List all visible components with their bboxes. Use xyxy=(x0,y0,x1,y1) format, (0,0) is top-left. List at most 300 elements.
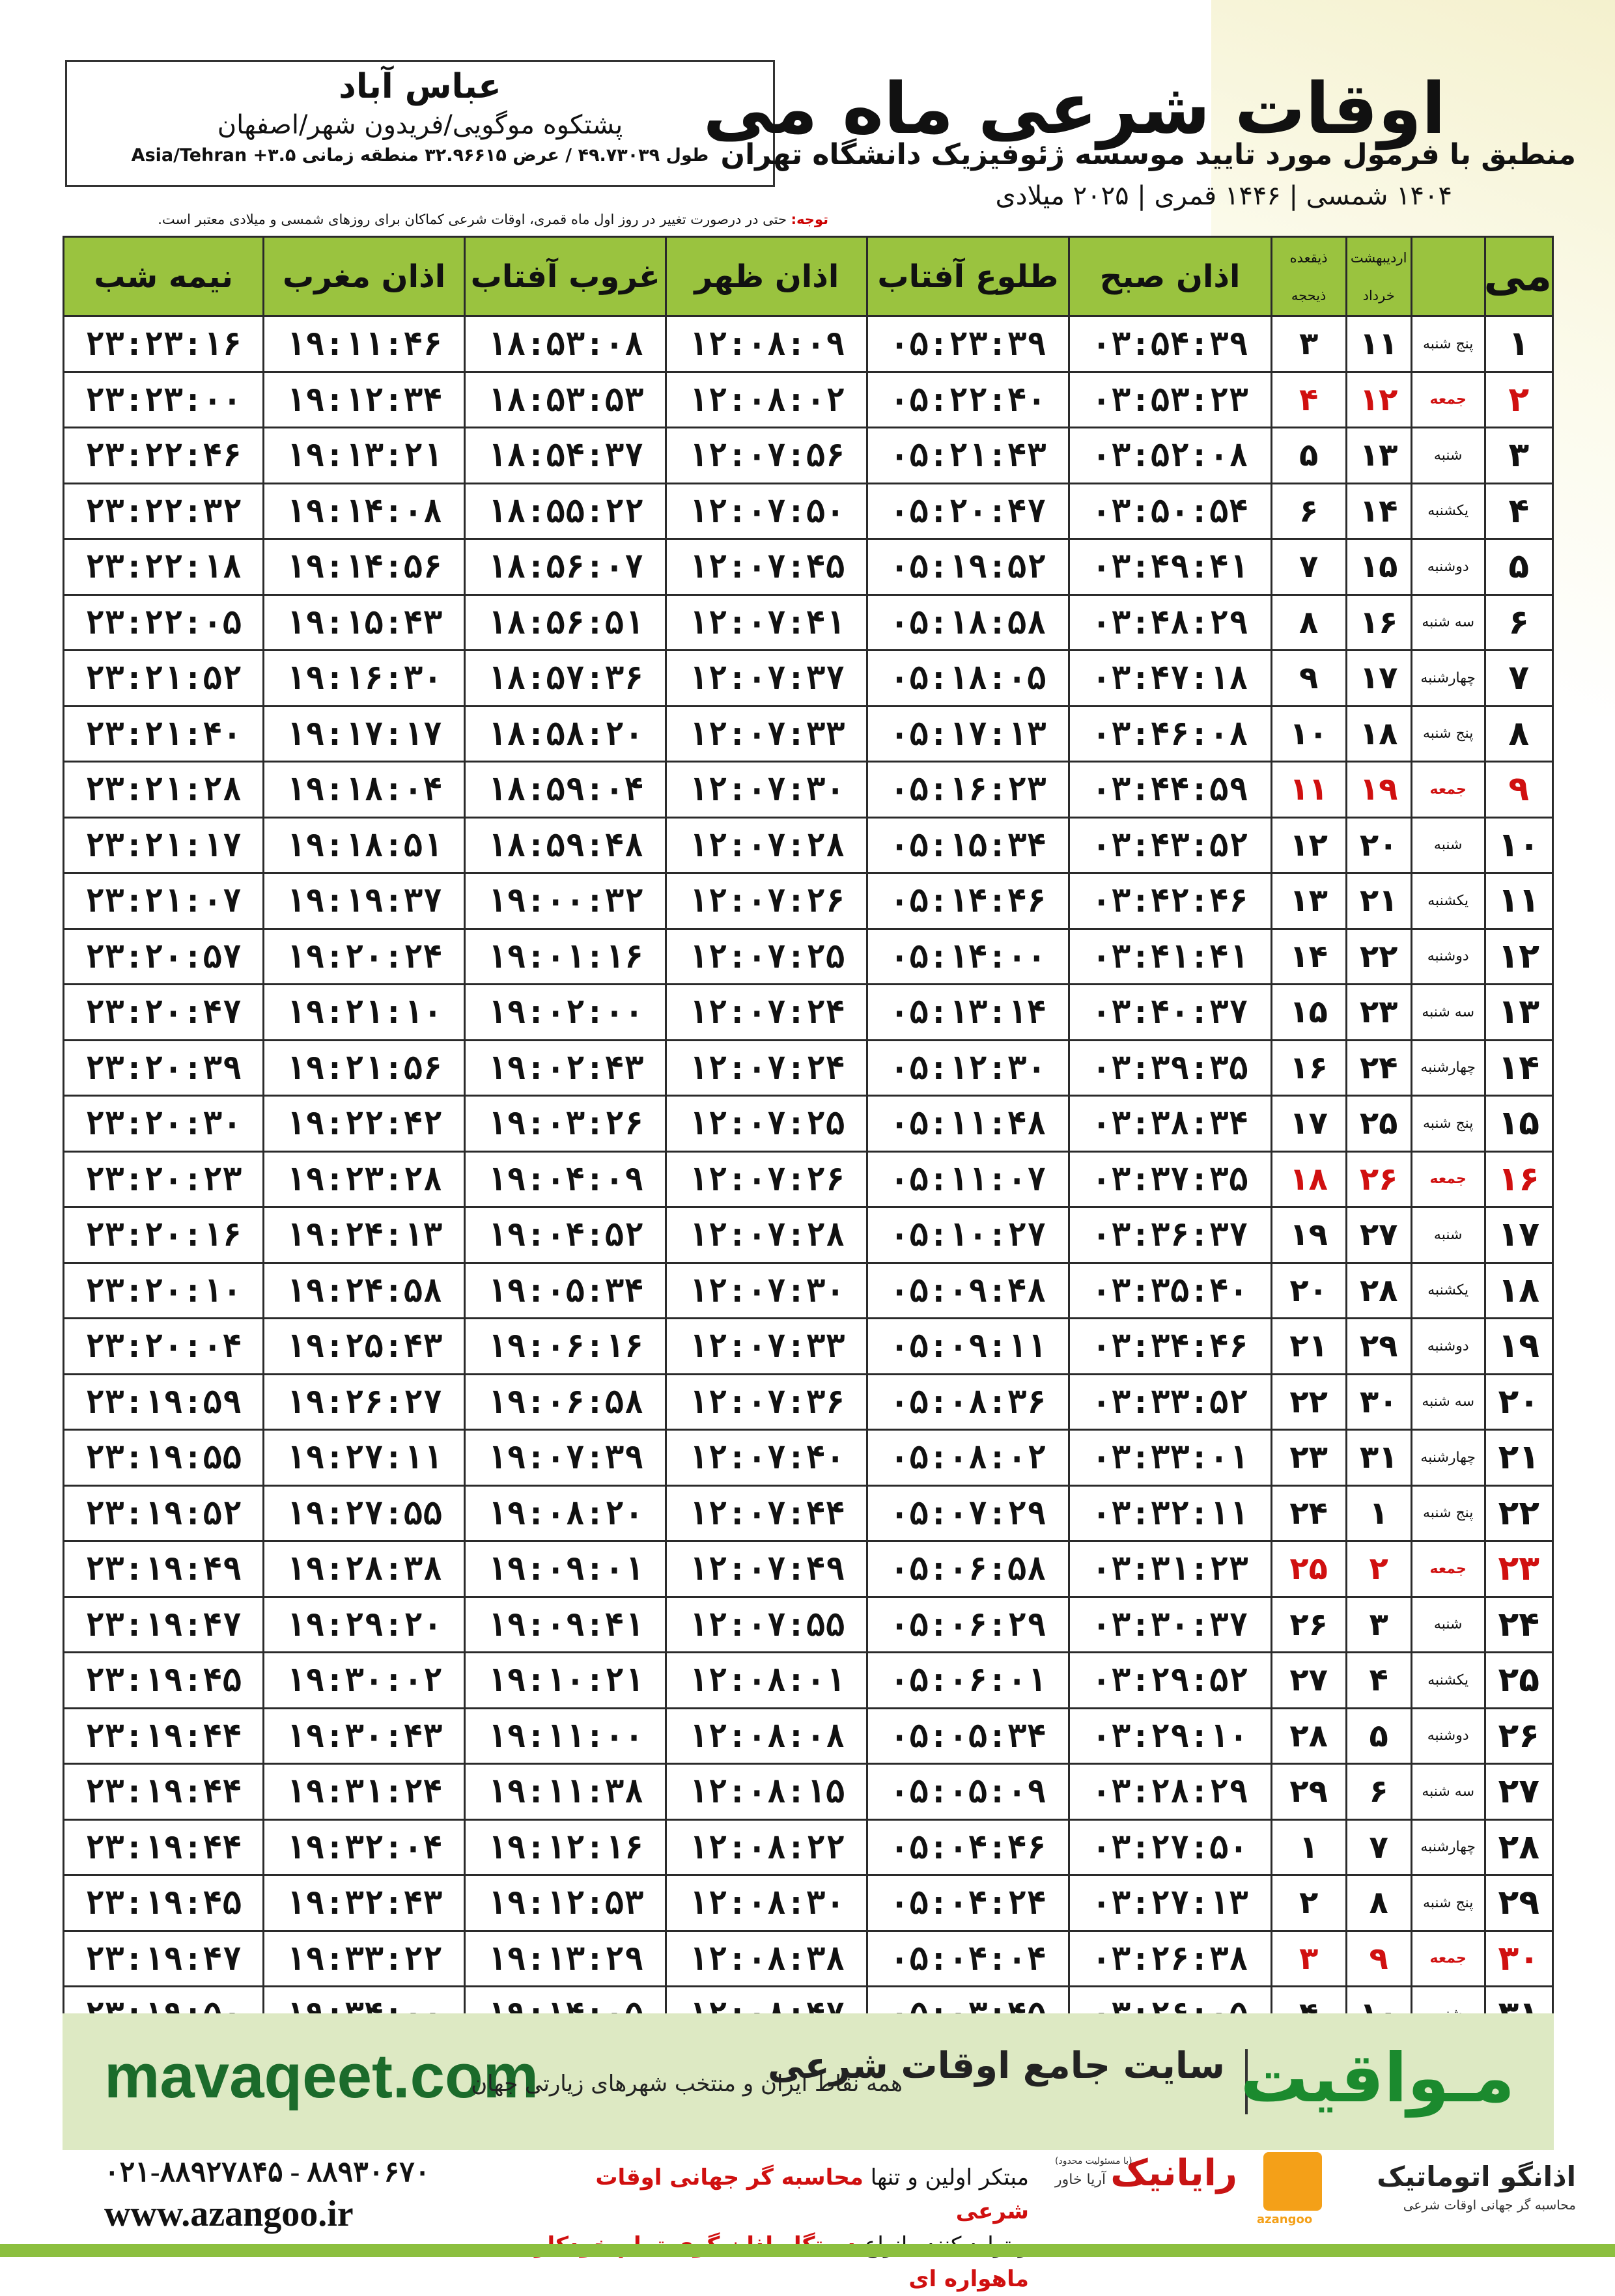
cell-zohr: ۱۲:۰۷:۳۰ xyxy=(666,762,867,818)
cell-zohr: ۱۲:۰۸:۳۸ xyxy=(666,1931,867,1987)
cell-ghurub: ۱۹:۰۲:۴۳ xyxy=(465,1040,666,1096)
cell-maghreb: ۱۹:۱۸:۰۴ xyxy=(264,762,465,818)
table-body xyxy=(64,316,1553,2043)
cell-maghreb: ۱۹:۲۱:۵۶ xyxy=(264,1040,465,1096)
cell-day: ۱۲ xyxy=(1485,929,1552,985)
cell-sobh: ۰۳:۲۷:۱۳ xyxy=(1069,1875,1271,1931)
cell-ghurub: ۱۹:۰۱:۱۶ xyxy=(465,929,666,985)
cell-sobh: ۰۳:۳۱:۲۳ xyxy=(1069,1541,1271,1597)
cell-shamsi: ۲ xyxy=(1346,1541,1411,1597)
cell-tolu: ۰۵:۰۹:۴۸ xyxy=(867,1263,1069,1319)
banner-sub: همه نقاط ایران و منتخب شهرهای زیارتی جهان xyxy=(471,2071,903,2097)
cell-zohr: ۱۲:۰۷:۴۱ xyxy=(666,595,867,651)
cell-ghurub: ۱۹:۰۴:۰۹ xyxy=(465,1151,666,1207)
cell-day: ۷ xyxy=(1485,651,1552,707)
cell-tolu: ۰۵:۰۸:۰۲ xyxy=(867,1430,1069,1486)
cell-sobh: ۰۳:۴۳:۵۲ xyxy=(1069,817,1271,873)
cell-day: ۱۷ xyxy=(1485,1207,1552,1263)
header-ordibehesht: اردیبهشت xyxy=(1350,249,1407,266)
cell-maghreb: ۱۹:۲۷:۵۵ xyxy=(264,1485,465,1541)
cell-maghreb: ۱۹:۱۷:۱۷ xyxy=(264,706,465,762)
azangoo-mark-icon xyxy=(1263,2152,1322,2211)
cell-day: ۱۸ xyxy=(1485,1263,1552,1319)
cell-shamsi: ۴ xyxy=(1346,1653,1411,1709)
footer-line-2b: ماهواره ای xyxy=(908,2266,1029,2292)
cell-tolu: ۰۵:۰۵:۳۴ xyxy=(867,1708,1069,1764)
location-name: عباس آباد xyxy=(339,67,501,106)
page-subtitle: منطبق با فرمول مورد تایید موسسه ژئوفیزیک دانشگاه تهران xyxy=(720,138,1576,171)
cell-zohr: ۱۲:۰۷:۳۶ xyxy=(666,1374,867,1430)
mavaqeet-banner xyxy=(63,2013,1554,2150)
banner-slogan: سایت جامع اوقات شرعی xyxy=(768,2045,1225,2087)
cell-maghreb: ۱۹:۱۳:۲۱ xyxy=(264,428,465,484)
cell-shamsi: ۱۳ xyxy=(1346,428,1411,484)
cell-ghamari: ۴ xyxy=(1271,372,1346,428)
cell-tolu: ۰۵:۲۲:۴۰ xyxy=(867,372,1069,428)
cell-ghamari: ۲۷ xyxy=(1271,1653,1346,1709)
cell-nimeh: ۲۳:۱۹:۴۵ xyxy=(64,1875,264,1931)
table-row xyxy=(64,1875,1553,1931)
cell-weekday: شنبه xyxy=(1411,1597,1485,1653)
cell-sobh: ۰۳:۵۲:۰۸ xyxy=(1069,428,1271,484)
footer-line-1 xyxy=(521,2161,1029,2228)
cell-sobh: ۰۳:۳۹:۳۵ xyxy=(1069,1040,1271,1096)
cell-ghurub: ۱۸:۵۵:۲۲ xyxy=(465,483,666,539)
cell-ghamari: ۲۰ xyxy=(1271,1263,1346,1319)
cell-ghurub: ۱۸:۵۹:۴۸ xyxy=(465,817,666,873)
cell-tolu: ۰۵:۱۴:۰۰ xyxy=(867,929,1069,985)
azangoo-sub: محاسبه گر جهانی اوقات شرعی xyxy=(1403,2197,1576,2213)
cell-zohr: ۱۲:۰۷:۲۴ xyxy=(666,985,867,1041)
cell-ghurub: ۱۹:۰۴:۵۲ xyxy=(465,1207,666,1263)
header-shamsi xyxy=(1346,237,1411,316)
cell-zohr: ۱۲:۰۷:۲۶ xyxy=(666,1151,867,1207)
cell-maghreb: ۱۹:۲۵:۴۳ xyxy=(264,1319,465,1375)
footer-text xyxy=(521,2161,1029,2296)
banner-url[interactable]: mavaqeet.com xyxy=(104,2041,539,2111)
cell-nimeh: ۲۳:۱۹:۴۵ xyxy=(64,1653,264,1709)
cell-day: ۲۲ xyxy=(1485,1485,1552,1541)
cell-weekday: چهارشنبه xyxy=(1411,1430,1485,1486)
cell-maghreb: ۱۹:۱۴:۵۶ xyxy=(264,539,465,595)
cell-maghreb: ۱۹:۲۹:۲۰ xyxy=(264,1597,465,1653)
cell-nimeh: ۲۳:۲۰:۲۳ xyxy=(64,1151,264,1207)
table-row xyxy=(64,1764,1553,1820)
cell-ghamari: ۱۸ xyxy=(1271,1151,1346,1207)
cell-sobh: ۰۳:۳۳:۰۱ xyxy=(1069,1430,1271,1486)
cell-tolu: ۰۵:۰۴:۴۶ xyxy=(867,1819,1069,1875)
cell-tolu: ۰۵:۰۵:۰۹ xyxy=(867,1764,1069,1820)
cell-ghurub: ۱۹:۰۸:۲۰ xyxy=(465,1485,666,1541)
cell-tolu: ۰۵:۱۸:۰۵ xyxy=(867,651,1069,707)
cell-ghamari: ۱۰ xyxy=(1271,706,1346,762)
cell-sobh: ۰۳:۲۶:۳۸ xyxy=(1069,1931,1271,1987)
cell-zohr: ۱۲:۰۷:۴۴ xyxy=(666,1485,867,1541)
cell-tolu: ۰۵:۲۱:۴۳ xyxy=(867,428,1069,484)
cell-tolu: ۰۵:۰۶:۵۸ xyxy=(867,1541,1069,1597)
footer-website[interactable]: www.azangoo.ir xyxy=(104,2194,354,2234)
table-row xyxy=(64,762,1553,818)
cell-zohr: ۱۲:۰۷:۲۸ xyxy=(666,1207,867,1263)
notice-text: حتی در درصورت تغییر در روز اول ماه قمری، اوقات شرعی کماکان برای روزهای شمسی و میلادی معتبر است. xyxy=(158,212,791,227)
cell-day: ۳ xyxy=(1485,428,1552,484)
cell-weekday: پنج شنبه xyxy=(1411,1096,1485,1152)
cell-sobh: ۰۳:۳۰:۳۷ xyxy=(1069,1597,1271,1653)
cell-weekday: جمعه xyxy=(1411,762,1485,818)
cell-ghurub: ۱۹:۱۰:۲۱ xyxy=(465,1653,666,1709)
cell-zohr: ۱۲:۰۷:۵۵ xyxy=(666,1597,867,1653)
table-row xyxy=(64,372,1553,428)
header-sobh: اذان صبح xyxy=(1069,237,1271,316)
notice xyxy=(60,212,828,227)
cell-zohr: ۱۲:۰۷:۲۴ xyxy=(666,1040,867,1096)
cell-shamsi: ۱۲ xyxy=(1346,372,1411,428)
cell-sobh: ۰۳:۲۹:۵۲ xyxy=(1069,1653,1271,1709)
cell-ghamari: ۲۶ xyxy=(1271,1597,1346,1653)
cell-shamsi: ۳۰ xyxy=(1346,1374,1411,1430)
cell-zohr: ۱۲:۰۷:۲۶ xyxy=(666,873,867,929)
cell-ghamari: ۱۵ xyxy=(1271,985,1346,1041)
cell-maghreb: ۱۹:۳۲:۴۳ xyxy=(264,1875,465,1931)
cell-zohr: ۱۲:۰۷:۴۵ xyxy=(666,539,867,595)
cell-day: ۱۱ xyxy=(1485,873,1552,929)
cell-sobh: ۰۳:۳۴:۴۶ xyxy=(1069,1319,1271,1375)
header-tolu: طلوع آفتاب xyxy=(867,237,1069,316)
cell-sobh: ۰۳:۳۳:۵۲ xyxy=(1069,1374,1271,1430)
cell-sobh: ۰۳:۳۷:۳۵ xyxy=(1069,1151,1271,1207)
table-row xyxy=(64,706,1553,762)
cell-ghurub: ۱۹:۱۲:۵۳ xyxy=(465,1875,666,1931)
cell-maghreb: ۱۹:۱۵:۴۳ xyxy=(264,595,465,651)
cell-weekday: پنج شنبه xyxy=(1411,706,1485,762)
cell-ghamari: ۲۵ xyxy=(1271,1541,1346,1597)
cell-tolu: ۰۵:۱۷:۱۳ xyxy=(867,706,1069,762)
cell-maghreb: ۱۹:۲۰:۲۴ xyxy=(264,929,465,985)
cell-sobh: ۰۳:۴۶:۰۸ xyxy=(1069,706,1271,762)
cell-tolu: ۰۵:۱۹:۵۲ xyxy=(867,539,1069,595)
cell-weekday: شنبه xyxy=(1411,428,1485,484)
cell-day: ۶ xyxy=(1485,595,1552,651)
cell-ghamari: ۵ xyxy=(1271,428,1346,484)
cell-nimeh: ۲۳:۲۰:۳۰ xyxy=(64,1096,264,1152)
cell-shamsi: ۳۱ xyxy=(1346,1430,1411,1486)
cell-tolu: ۰۵:۰۶:۰۱ xyxy=(867,1653,1069,1709)
cell-maghreb: ۱۹:۲۲:۴۲ xyxy=(264,1096,465,1152)
cell-zohr: ۱۲:۰۷:۲۵ xyxy=(666,1096,867,1152)
cell-ghurub: ۱۸:۵۶:۵۱ xyxy=(465,595,666,651)
cell-ghurub: ۱۹:۰۷:۳۹ xyxy=(465,1430,666,1486)
cell-ghamari: ۷ xyxy=(1271,539,1346,595)
cell-tolu: ۰۵:۰۸:۳۶ xyxy=(867,1374,1069,1430)
cell-sobh: ۰۳:۳۲:۱۱ xyxy=(1069,1485,1271,1541)
cell-shamsi: ۲۵ xyxy=(1346,1096,1411,1152)
cell-ghurub: ۱۹:۰۳:۲۶ xyxy=(465,1096,666,1152)
cell-nimeh: ۲۳:۲۲:۱۸ xyxy=(64,539,264,595)
cell-tolu: ۰۵:۱۰:۲۷ xyxy=(867,1207,1069,1263)
cell-weekday: جمعه xyxy=(1411,1151,1485,1207)
cell-sobh: ۰۳:۳۶:۳۷ xyxy=(1069,1207,1271,1263)
table-row xyxy=(64,539,1553,595)
cell-shamsi: ۳ xyxy=(1346,1597,1411,1653)
cell-maghreb: ۱۹:۱۴:۰۸ xyxy=(264,483,465,539)
cell-ghamari: ۱۹ xyxy=(1271,1207,1346,1263)
cell-maghreb: ۱۹:۲۳:۲۸ xyxy=(264,1151,465,1207)
header-khordad: خرداد xyxy=(1362,287,1395,303)
cell-ghamari: ۱ xyxy=(1271,1819,1346,1875)
cell-day: ۸ xyxy=(1485,706,1552,762)
cell-shamsi: ۱۸ xyxy=(1346,706,1411,762)
cell-weekday: دوشنبه xyxy=(1411,1708,1485,1764)
cell-shamsi: ۱۴ xyxy=(1346,483,1411,539)
cell-weekday: سه شنبه xyxy=(1411,985,1485,1041)
cell-zohr: ۱۲:۰۷:۲۸ xyxy=(666,817,867,873)
table-row xyxy=(64,1040,1553,1096)
cell-ghurub: ۱۸:۵۸:۲۰ xyxy=(465,706,666,762)
location-region: پشتکوه موگویی/فریدون شهر/اصفهان xyxy=(217,110,623,140)
cell-weekday: چهارشنبه xyxy=(1411,651,1485,707)
cell-weekday: یکشنبه xyxy=(1411,1263,1485,1319)
table-row xyxy=(64,316,1553,372)
footer-line-2 xyxy=(521,2228,1029,2296)
table-row xyxy=(64,1819,1553,1875)
cell-zohr: ۱۲:۰۸:۲۲ xyxy=(666,1819,867,1875)
cell-sobh: ۰۳:۴۲:۴۶ xyxy=(1069,873,1271,929)
cell-day: ۲۳ xyxy=(1485,1541,1552,1597)
cell-day: ۲۵ xyxy=(1485,1653,1552,1709)
cell-shamsi: ۱۹ xyxy=(1346,762,1411,818)
cell-day: ۱۶ xyxy=(1485,1151,1552,1207)
notice-label: توجه: xyxy=(791,212,828,227)
cell-sobh: ۰۳:۵۴:۳۹ xyxy=(1069,316,1271,372)
cell-day: ۲۴ xyxy=(1485,1597,1552,1653)
cell-shamsi: ۶ xyxy=(1346,1764,1411,1820)
cell-zohr: ۱۲:۰۸:۱۵ xyxy=(666,1764,867,1820)
cell-zohr: ۱۲:۰۷:۳۰ xyxy=(666,1263,867,1319)
cell-ghurub: ۱۸:۵۳:۰۸ xyxy=(465,316,666,372)
cell-ghamari: ۲ xyxy=(1271,1875,1346,1931)
cell-weekday: جمعه xyxy=(1411,1541,1485,1597)
table-header xyxy=(64,237,1553,316)
table-row xyxy=(64,1430,1553,1486)
cell-nimeh: ۲۳:۱۹:۴۴ xyxy=(64,1819,264,1875)
cell-ghurub: ۱۹:۱۱:۰۰ xyxy=(465,1708,666,1764)
cell-sobh: ۰۳:۵۳:۲۳ xyxy=(1069,372,1271,428)
cell-ghurub: ۱۹:۰۵:۳۴ xyxy=(465,1263,666,1319)
cell-day: ۱۹ xyxy=(1485,1319,1552,1375)
table-row xyxy=(64,1207,1553,1263)
cell-weekday: جمعه xyxy=(1411,372,1485,428)
cell-ghurub: ۱۹:۰۶:۵۸ xyxy=(465,1374,666,1430)
cell-day: ۱ xyxy=(1485,316,1552,372)
cell-tolu: ۰۵:۱۸:۵۸ xyxy=(867,595,1069,651)
cell-sobh: ۰۳:۴۹:۴۱ xyxy=(1069,539,1271,595)
cell-day: ۲۶ xyxy=(1485,1708,1552,1764)
cell-nimeh: ۲۳:۲۱:۲۸ xyxy=(64,762,264,818)
cell-shamsi: ۱ xyxy=(1346,1485,1411,1541)
cell-maghreb: ۱۹:۳۳:۲۲ xyxy=(264,1931,465,1987)
header-ghurub: غروب آفتاب xyxy=(465,237,666,316)
cell-tolu: ۰۵:۱۱:۴۸ xyxy=(867,1096,1069,1152)
cell-maghreb: ۱۹:۳۲:۰۴ xyxy=(264,1819,465,1875)
cell-ghamari: ۲۳ xyxy=(1271,1430,1346,1486)
cell-shamsi: ۵ xyxy=(1346,1708,1411,1764)
cell-sobh: ۰۳:۲۸:۲۹ xyxy=(1069,1764,1271,1820)
cell-zohr: ۱۲:۰۷:۳۳ xyxy=(666,1319,867,1375)
cell-maghreb: ۱۹:۳۱:۲۴ xyxy=(264,1764,465,1820)
cell-zohr: ۱۲:۰۸:۰۹ xyxy=(666,316,867,372)
cell-shamsi: ۱۷ xyxy=(1346,651,1411,707)
cell-weekday: سه شنبه xyxy=(1411,595,1485,651)
cell-zohr: ۱۲:۰۸:۰۲ xyxy=(666,372,867,428)
cell-ghamari: ۳ xyxy=(1271,1931,1346,1987)
cell-tolu: ۰۵:۱۳:۱۴ xyxy=(867,985,1069,1041)
cell-tolu: ۰۵:۰۷:۲۹ xyxy=(867,1485,1069,1541)
cell-tolu: ۰۵:۱۵:۳۴ xyxy=(867,817,1069,873)
cell-ghamari: ۲۹ xyxy=(1271,1764,1346,1820)
cell-ghamari: ۲۸ xyxy=(1271,1708,1346,1764)
cell-weekday: پنج شنبه xyxy=(1411,316,1485,372)
cell-weekday: سه شنبه xyxy=(1411,1374,1485,1430)
cell-tolu: ۰۵:۰۶:۲۹ xyxy=(867,1597,1069,1653)
cell-shamsi: ۱۶ xyxy=(1346,595,1411,651)
header-maghreb: اذان مغرب xyxy=(264,237,465,316)
cell-nimeh: ۲۳:۲۰:۴۷ xyxy=(64,985,264,1041)
cell-ghamari: ۱۱ xyxy=(1271,762,1346,818)
cell-tolu: ۰۵:۲۰:۴۷ xyxy=(867,483,1069,539)
cell-sobh: ۰۳:۵۰:۵۴ xyxy=(1069,483,1271,539)
cell-nimeh: ۲۳:۲۱:۱۷ xyxy=(64,817,264,873)
cell-weekday: سه شنبه xyxy=(1411,1764,1485,1820)
table-row xyxy=(64,817,1553,873)
cell-ghurub: ۱۹:۱۳:۲۹ xyxy=(465,1931,666,1987)
cell-nimeh: ۲۳:۱۹:۴۹ xyxy=(64,1541,264,1597)
cell-weekday: پنج شنبه xyxy=(1411,1875,1485,1931)
cell-ghamari: ۲۴ xyxy=(1271,1485,1346,1541)
cell-ghurub: ۱۹:۱۱:۳۸ xyxy=(465,1764,666,1820)
cell-ghamari: ۱۲ xyxy=(1271,817,1346,873)
cell-tolu: ۰۵:۲۳:۳۹ xyxy=(867,316,1069,372)
cell-weekday: دوشنبه xyxy=(1411,1319,1485,1375)
cell-maghreb: ۱۹:۲۴:۱۳ xyxy=(264,1207,465,1263)
cell-ghamari: ۸ xyxy=(1271,595,1346,651)
cell-sobh: ۰۳:۴۸:۲۹ xyxy=(1069,595,1271,651)
cell-day: ۹ xyxy=(1485,762,1552,818)
header-zihajjeh: ذیحجه xyxy=(1291,287,1327,303)
cell-tolu: ۰۵:۱۴:۴۶ xyxy=(867,873,1069,929)
rayanik-logo xyxy=(1055,2152,1237,2217)
header-month: می xyxy=(1485,237,1552,316)
cell-sobh: ۰۳:۳۸:۳۴ xyxy=(1069,1096,1271,1152)
cell-ghurub: ۱۹:۱۲:۱۶ xyxy=(465,1819,666,1875)
cell-ghurub: ۱۸:۵۳:۵۳ xyxy=(465,372,666,428)
cell-maghreb: ۱۹:۳۰:۴۳ xyxy=(264,1708,465,1764)
table-row xyxy=(64,1708,1553,1764)
cell-nimeh: ۲۳:۲۲:۳۲ xyxy=(64,483,264,539)
page-title: اوقات شرعی ماه می xyxy=(703,68,1446,150)
cell-maghreb: ۱۹:۲۸:۳۸ xyxy=(264,1541,465,1597)
table-row xyxy=(64,428,1553,484)
cell-nimeh: ۲۳:۲۱:۰۷ xyxy=(64,873,264,929)
footer-line-1a: مبتکر اولین و تنها xyxy=(863,2164,1029,2191)
cell-maghreb: ۱۹:۲۷:۱۱ xyxy=(264,1430,465,1486)
footer-phone: ۰۲۱-۸۸۹۲۷۸۴۵ - ۸۸۹۳۰۶۷۰ xyxy=(104,2156,430,2188)
cell-nimeh: ۲۳:۱۹:۴۷ xyxy=(64,1597,264,1653)
cell-ghamari: ۹ xyxy=(1271,651,1346,707)
cell-nimeh: ۲۳:۲۰:۰۴ xyxy=(64,1319,264,1375)
cell-sobh: ۰۳:۴۰:۳۷ xyxy=(1069,985,1271,1041)
cell-weekday: یکشنبه xyxy=(1411,873,1485,929)
cell-nimeh: ۲۳:۱۹:۴۴ xyxy=(64,1764,264,1820)
cell-nimeh: ۲۳:۲۲:۰۵ xyxy=(64,595,264,651)
cell-shamsi: ۸ xyxy=(1346,1875,1411,1931)
cell-nimeh: ۲۳:۲۰:۳۹ xyxy=(64,1040,264,1096)
cell-ghurub: ۱۸:۵۶:۰۷ xyxy=(465,539,666,595)
cell-shamsi: ۲۷ xyxy=(1346,1207,1411,1263)
cell-maghreb: ۱۹:۱۱:۴۶ xyxy=(264,316,465,372)
cell-tolu: ۰۵:۰۴:۲۴ xyxy=(867,1875,1069,1931)
cell-ghurub: ۱۹:۰۰:۳۲ xyxy=(465,873,666,929)
cell-nimeh: ۲۳:۱۹:۵۵ xyxy=(64,1430,264,1486)
cell-shamsi: ۲۶ xyxy=(1346,1151,1411,1207)
azangoo-logo xyxy=(1250,2149,1576,2233)
table-row xyxy=(64,595,1553,651)
cell-nimeh: ۲۳:۲۰:۱۰ xyxy=(64,1263,264,1319)
cell-day: ۲۷ xyxy=(1485,1764,1552,1820)
cell-nimeh: ۲۳:۲۱:۵۲ xyxy=(64,651,264,707)
header-ghamari xyxy=(1271,237,1346,316)
table-row xyxy=(64,1319,1553,1375)
cell-day: ۲۰ xyxy=(1485,1374,1552,1430)
cell-nimeh: ۲۳:۱۹:۴۷ xyxy=(64,1931,264,1987)
cell-shamsi: ۹ xyxy=(1346,1931,1411,1987)
cell-shamsi: ۲۰ xyxy=(1346,817,1411,873)
cell-shamsi: ۲۸ xyxy=(1346,1263,1411,1319)
cell-day: ۲ xyxy=(1485,372,1552,428)
table-row xyxy=(64,1485,1553,1541)
bottom-bar xyxy=(0,2244,1615,2257)
cell-zohr: ۱۲:۰۸:۰۸ xyxy=(666,1708,867,1764)
cell-zohr: ۱۲:۰۸:۰۱ xyxy=(666,1653,867,1709)
cell-ghurub: ۱۹:۰۲:۰۰ xyxy=(465,985,666,1041)
header-zohr: اذان ظهر xyxy=(666,237,867,316)
cell-shamsi: ۲۲ xyxy=(1346,929,1411,985)
location-coords: طول ۴۹.۷۳۰۳۹ / عرض ۳۲.۹۶۶۱۵ منطقه زمانی ۳.۵+ Asia/Tehran xyxy=(131,145,709,165)
cell-weekday: دوشنبه xyxy=(1411,539,1485,595)
cell-maghreb: ۱۹:۱۲:۳۴ xyxy=(264,372,465,428)
table-row xyxy=(64,483,1553,539)
banner-brand: مـواقیت xyxy=(1240,2038,1515,2118)
cell-zohr: ۱۲:۰۷:۵۶ xyxy=(666,428,867,484)
cell-ghamari: ۱۷ xyxy=(1271,1096,1346,1152)
cell-tolu: ۰۵:۱۲:۳۰ xyxy=(867,1040,1069,1096)
cell-tolu: ۰۵:۰۴:۰۴ xyxy=(867,1931,1069,1987)
cell-day: ۲۹ xyxy=(1485,1875,1552,1931)
cell-maghreb: ۱۹:۱۹:۳۷ xyxy=(264,873,465,929)
cell-ghurub: ۱۸:۵۴:۳۷ xyxy=(465,428,666,484)
cell-shamsi: ۲۴ xyxy=(1346,1040,1411,1096)
cell-ghamari: ۱۳ xyxy=(1271,873,1346,929)
cell-nimeh: ۲۳:۲۳:۰۰ xyxy=(64,372,264,428)
rayanik-top: (با مسئولیت محدود) xyxy=(1055,2156,1132,2166)
cell-day: ۲۸ xyxy=(1485,1819,1552,1875)
table-row xyxy=(64,1597,1553,1653)
cell-day: ۴ xyxy=(1485,483,1552,539)
azangoo-mark-text: azangoo xyxy=(1257,2213,1313,2226)
cell-day: ۱۵ xyxy=(1485,1096,1552,1152)
table-row xyxy=(64,985,1553,1041)
cell-shamsi: ۱۱ xyxy=(1346,316,1411,372)
table-row xyxy=(64,873,1553,929)
